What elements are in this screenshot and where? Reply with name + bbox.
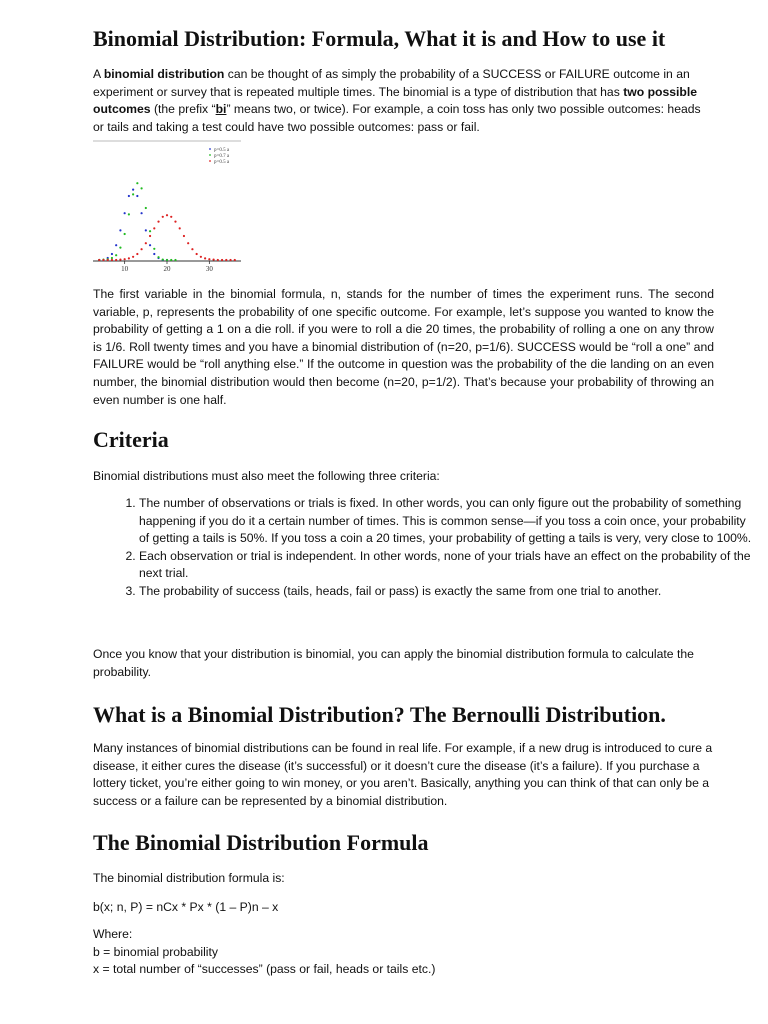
criteria-heading: Criteria [93, 427, 169, 452]
chart-point [183, 235, 185, 237]
chart-point [157, 256, 159, 258]
chart-point [132, 193, 134, 195]
chart-point [140, 212, 142, 214]
criteria-item-3: 3. The probability of success (tails, heads, fail or pass) is exactly the same from one trial to another. [139, 583, 759, 601]
chart-point [166, 259, 168, 261]
chart-point [136, 253, 138, 255]
chart-point [140, 187, 142, 189]
chart-legend-marker [209, 160, 211, 162]
chart-point [196, 253, 198, 255]
chart-point [140, 248, 142, 250]
chart-legend-label: p=0.7 a [214, 154, 230, 159]
chart-point [187, 242, 189, 244]
chart-point [102, 259, 104, 261]
criteria-item-1: 1. The number of observations or trials is fixed. In other words, you can only figure out the probability of something happening if you do it a certain number of times. This is common sense—if you toss a coin once, your probability of getting a tails is 50%. If you toss a coin a 20 times, your probability of getting a tails is very, very close to 100%. [139, 495, 759, 548]
binomial-distribution-chart [93, 140, 241, 274]
chart-point [162, 259, 164, 261]
chart-point [204, 257, 206, 259]
chart-point [115, 254, 117, 256]
chart-point [115, 244, 117, 246]
chart-point [221, 259, 223, 261]
chart-point [208, 258, 210, 260]
chart-point [111, 259, 113, 261]
intro-bold-term: binomial distribution [103, 67, 225, 81]
chart-point [170, 259, 172, 261]
chart-point [107, 259, 109, 261]
chart-point [111, 257, 113, 259]
variables-paragraph: The first variable in the binomial formula, n, stands for the number of times the experiment runs. The second variable, p, represents the probability of one specific outcome. For example, let’s suppose you wanted to know the probability of getting a 1 on a die roll. if you were to roll a die 20 times, the probability of rolling a one on any throw is 1/6. Roll twenty times and you have a binomial distribution of (n=20, p=1/6). SUCCESS would be “roll a one” and FAILURE would be “roll anything else.” If the outcome in question was the probability of the die landing on an even number, the binomial distribution would then become (n=20, p=1/2). That’s because your probability of throwing an even number is one half. [93, 287, 714, 407]
intro-text-4: ” means two, or twice). For example, a coin toss has only two possible outcomes: heads or tails and taking a test could have two possible outcomes: pass or fail. [93, 102, 701, 134]
chart-legend-label: p=0.5 a [214, 148, 230, 153]
criteria-list [93, 495, 759, 601]
chart-point [212, 259, 214, 261]
chart-point [145, 229, 147, 231]
apply-formula-paragraph: Once you know that your distribution is binomial, you can apply the binomial distribution formula to calculate the probability. [93, 647, 694, 679]
chart-legend-marker [209, 154, 211, 156]
chart-point [124, 212, 126, 214]
formula-heading: The Binomial Distribution Formula [93, 830, 429, 855]
intro-bold-outcomes: two possible outcomes [93, 84, 698, 117]
chart-point [132, 256, 134, 258]
intro-bold-prefix: bi [215, 102, 227, 117]
chart-point [191, 248, 193, 250]
chart-point [111, 253, 113, 255]
chart-point [153, 253, 155, 255]
chart-point [119, 229, 121, 231]
chart-point [128, 195, 130, 197]
chart-point [132, 189, 134, 191]
chart-point [153, 227, 155, 229]
chart-point [115, 259, 117, 261]
chart-point [162, 216, 164, 218]
chart-point [174, 221, 176, 223]
chart-legend-label: p=0.5 a [214, 160, 230, 165]
chart-point [128, 213, 130, 215]
chart-point [119, 259, 121, 261]
chart-point [153, 248, 155, 250]
chart-point [149, 244, 151, 246]
chart-point [145, 242, 147, 244]
intro-text-3: (the prefix “ [150, 102, 216, 117]
definition-b: b = binomial probability [93, 944, 218, 959]
chart-point [136, 182, 138, 184]
chart-point [166, 214, 168, 216]
criteria-item-2: 2. Each observation or trial is independent. In other words, none of your trials have an effect on the probability of the next trial. [139, 548, 759, 583]
chart-point [157, 221, 159, 223]
chart-point [124, 258, 126, 260]
chart-point [128, 257, 130, 259]
chart-point [170, 216, 172, 218]
intro-paragraph [93, 66, 714, 136]
chart-x-tick-label: 30 [205, 265, 213, 273]
chart-point [149, 235, 151, 237]
chart-point [119, 247, 121, 249]
intro-text-2: can be thought of as simply the probability of a SUCCESS or FAILURE outcome in an experiment or survey that is repeated multiple times. The binomial is a type of distribution that has [93, 67, 690, 99]
definition-x: x = total number of “successes” (pass or fail, heads or tails etc.) [93, 962, 436, 977]
chart-point [179, 227, 181, 229]
chart-point [98, 259, 100, 261]
chart-point [124, 233, 126, 235]
chart-point [225, 259, 227, 261]
formula-text: b(x; n, P) = nCx * Px * (1 – P)n – x [93, 900, 279, 914]
chart-point [200, 256, 202, 258]
chart-point [234, 259, 236, 261]
where-label: Where: [93, 927, 133, 941]
chart-point [229, 259, 231, 261]
chart-x-tick-label: 20 [163, 265, 171, 273]
chart-point [149, 230, 151, 232]
chart-x-tick-label: 10 [121, 265, 129, 273]
chart-point [136, 195, 138, 197]
criteria-intro: Binomial distributions must also meet the following three criteria: [93, 469, 440, 483]
chart-point [217, 259, 219, 261]
formula-definitions [93, 926, 714, 979]
formula-intro: The binomial distribution formula is: [93, 871, 285, 885]
chart-legend-marker [209, 148, 211, 150]
bernoulli-heading: What is a Binomial Distribution? The Bernoulli Distribution. [93, 702, 666, 727]
chart-point [145, 207, 147, 209]
chart-point [174, 259, 176, 261]
intro-text-1: A [93, 67, 104, 81]
bernoulli-paragraph: Many instances of binomial distributions can be found in real life. For example, if a new drug is introduced to cure a disease, it either cures the disease (it’s successful) or it doesn’t cure the disease (it’s a failure). If you purchase a lottery ticket, you’re either going to win money, or you aren’t. Basically, anything you can think of that can only be a success or a failure can be represented by a binomial distribution. [93, 741, 713, 808]
page-title: Binomial Distribution: Formula, What it is and How to use it [93, 26, 666, 51]
